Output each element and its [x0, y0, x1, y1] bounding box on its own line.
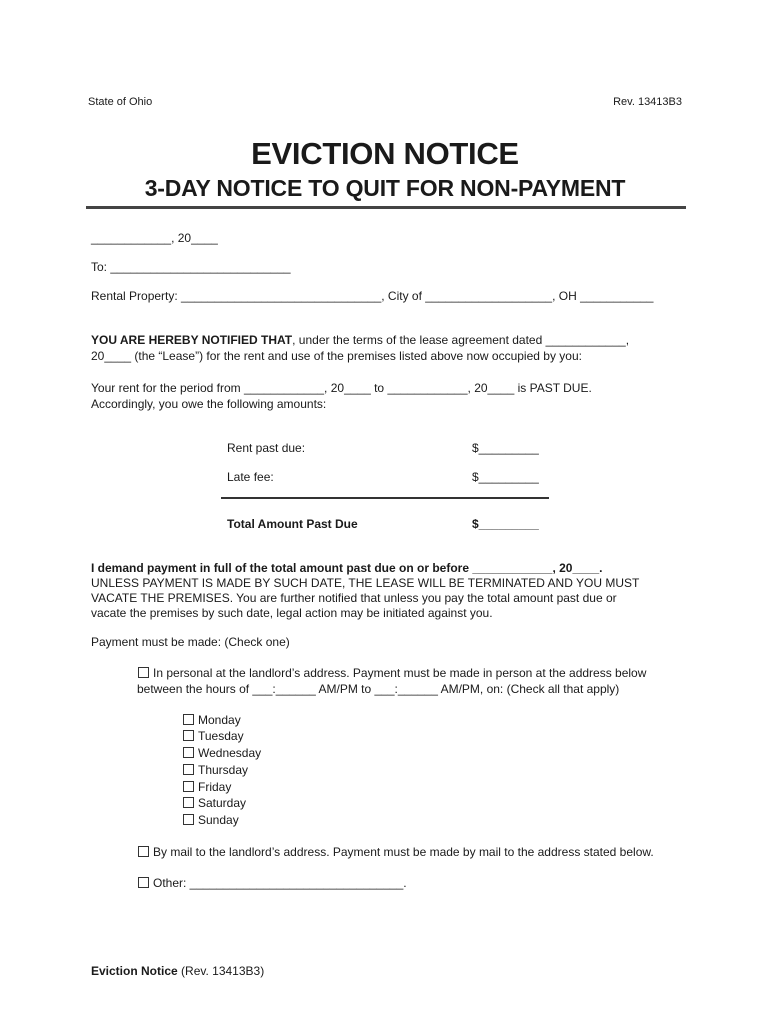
- notice-line-2: 20____ (the “Lease”) for the rent and use of the premises listed above now occupied by you:: [91, 349, 582, 363]
- checkbox-wednesday[interactable]: [183, 747, 194, 758]
- day-monday[interactable]: [183, 713, 241, 727]
- document-subtitle: 3-DAY NOTICE TO QUIT FOR NON-PAYMENT: [144, 175, 626, 201]
- late-fee-label: Late fee:: [227, 470, 274, 484]
- state-label: State of Ohio: [88, 96, 153, 108]
- demand-line-3: VACATE THE PREMISES. You are further notified that unless you pay the total amount past due or: [91, 591, 617, 605]
- day-wednesday[interactable]: [183, 746, 261, 760]
- day-saturday-label: Saturday: [198, 796, 247, 810]
- checkbox-tuesday[interactable]: [183, 730, 194, 741]
- option-in-person-text: In personal at the landlord’s address. Payment must be made in person at the address below: [153, 666, 647, 680]
- day-sunday[interactable]: [183, 813, 239, 827]
- checkbox-mail[interactable]: [138, 846, 149, 857]
- day-thursday-label: Thursday: [198, 763, 249, 777]
- checkbox-other[interactable]: [138, 877, 149, 888]
- day-thursday[interactable]: [183, 763, 248, 777]
- footer-revision: (Rev. 13413B3): [181, 964, 265, 978]
- notice-line-1-rest: , under the terms of the lease agreement dated ____________,: [292, 333, 630, 347]
- option-in-person-hours: between the hours of ___:______ AM/PM to ___:______ AM/PM, on: (Check all that apply): [137, 682, 620, 696]
- day-tuesday[interactable]: [183, 729, 244, 743]
- total-value: $_________: [472, 517, 539, 531]
- notice-line-1: [91, 333, 629, 347]
- demand-line-2: UNLESS PAYMENT IS MADE BY SUCH DATE, THE LEASE WILL BE TERMINATED AND YOU MUST: [91, 576, 640, 590]
- option-mail[interactable]: [138, 845, 654, 859]
- day-wednesday-label: Wednesday: [198, 746, 262, 760]
- checkbox-saturday[interactable]: [183, 797, 194, 808]
- option-in-person[interactable]: [138, 666, 646, 680]
- day-sunday-label: Sunday: [198, 813, 239, 827]
- to-line: To: ___________________________: [91, 260, 291, 274]
- revision-label: Rev. 13413B3: [613, 96, 682, 108]
- day-saturday[interactable]: [183, 796, 246, 810]
- total-divider: [221, 497, 549, 499]
- owe-amounts-line: Accordingly, you owe the following amounts:: [91, 397, 327, 411]
- title-divider: [86, 206, 686, 209]
- date-line: ____________, 20____: [91, 231, 218, 245]
- option-mail-text: By mail to the landlord’s address. Payment must be made by mail to the address stated below.: [153, 845, 654, 859]
- document-title: EVICTION NOTICE: [251, 136, 519, 171]
- footer-title: Eviction Notice: [91, 964, 178, 978]
- payment-heading: Payment must be made: (Check one): [91, 635, 290, 649]
- demand-line: I demand payment in full of the total amount past due on or before ____________, 20____.: [91, 561, 603, 575]
- day-tuesday-label: Tuesday: [198, 729, 244, 743]
- checkbox-monday[interactable]: [183, 714, 194, 725]
- late-fee-value: $_________: [472, 470, 539, 484]
- rent-past-due-label: Rent past due:: [227, 441, 306, 455]
- option-other-text: Other: ________________________________.: [153, 876, 407, 890]
- checkbox-friday[interactable]: [183, 781, 194, 792]
- notice-bold-lead: YOU ARE HEREBY NOTIFIED THAT: [91, 333, 293, 347]
- rental-property-line: Rental Property: ______________________________, City of ___________________, OH ___________: [91, 289, 654, 303]
- footer: [91, 964, 264, 978]
- checkbox-thursday[interactable]: [183, 764, 194, 775]
- checkbox-sunday[interactable]: [183, 814, 194, 825]
- total-label: Total Amount Past Due: [227, 517, 358, 531]
- option-other[interactable]: [138, 876, 407, 890]
- day-friday-label: Friday: [198, 780, 232, 794]
- demand-line-4: vacate the premises by such date, legal action may be initiated against you.: [91, 606, 493, 620]
- day-friday[interactable]: [183, 780, 231, 794]
- rent-past-due-value: $_________: [472, 441, 539, 455]
- checkbox-in-person[interactable]: [138, 667, 149, 678]
- day-monday-label: Monday: [198, 713, 241, 727]
- rent-period-line: Your rent for the period from ____________, 20____ to ____________, 20____ is PAST DUE.: [91, 381, 592, 395]
